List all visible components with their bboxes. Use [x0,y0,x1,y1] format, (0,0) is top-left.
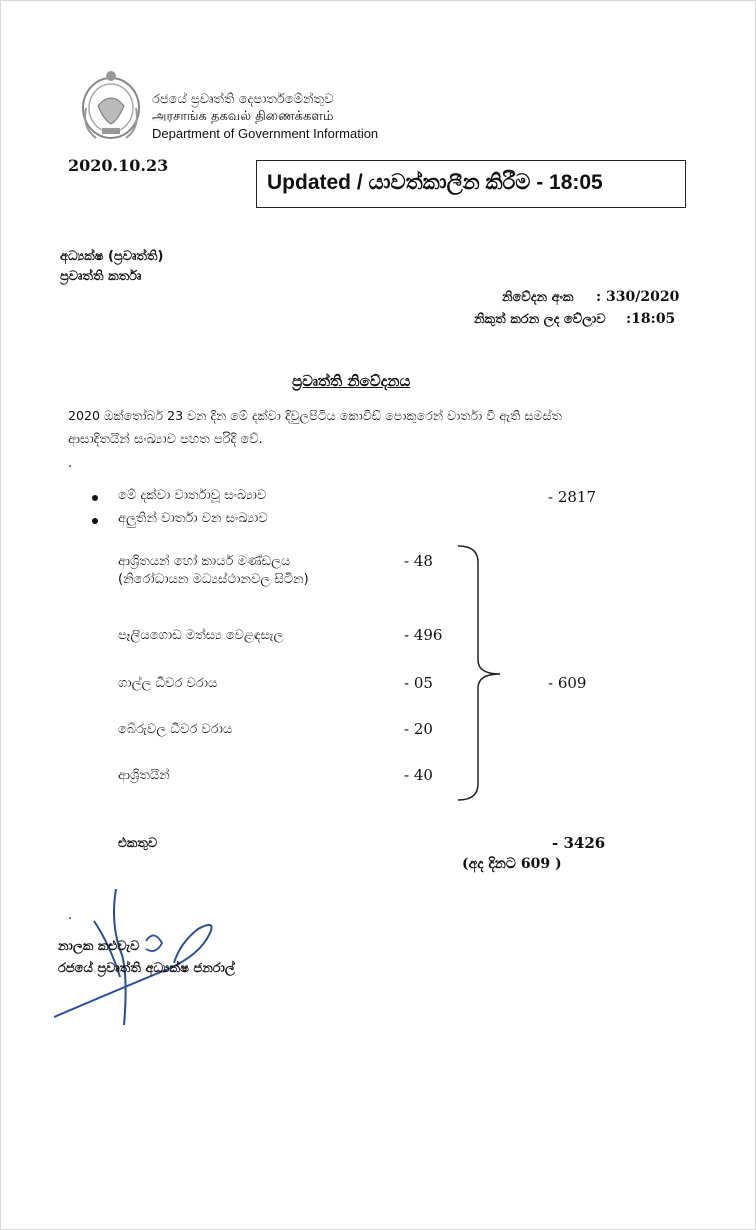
release-number-value: : 330/2020 [596,289,680,305]
recipient-line-1: අධ්‍යක්ෂ (ප්‍රවෘත්ති) [60,249,164,264]
breakdown-value-contacts-staff: - 48 [404,552,433,570]
bullet-reported-value: - 2817 [548,488,597,506]
breakdown-label-beruwala-harbour: බේරුවල ධීවර වරාය [118,722,233,737]
release-time-label: නිකුත් කරන ලද වේලාව [474,312,606,327]
breakdown-total-value: - 609 [548,674,587,692]
signature-icon [50,885,225,1030]
breakdown-value-galle-harbour: - 05 [404,674,433,692]
bullet-new-label: අලුතින් වාර්තා වන සංඛ්‍යාව [118,511,268,526]
intro-line-1: 2020 ඔක්තෝබර් 23 වන දින මේ දක්වා දිවුලපිටිය කොවිඩ් පොකුරෙන් වාර්තා වී ඇති සමස්ත [68,408,562,423]
sri-lanka-emblem-icon [78,68,144,144]
intro-line-2: ආසාදිතයින් සංඛ්‍යාව පහත පරිදි වේ. [68,432,263,447]
document-heading: ප්‍රවෘත්ති නිවේදනය [292,372,411,390]
breakdown-value-contacts: - 40 [404,766,433,784]
bullet-icon [92,495,98,501]
recipient-line-2: ප්‍රවෘත්ති කර්තෘ [60,269,142,284]
total-label: එකතුව [118,836,158,851]
breakdown-label-contacts-staff: ආශ්‍රිතයන් හෝ කාර්ය මණ්ඩලය [118,554,291,569]
updated-banner-text: Updated / යාවත්කාලීන කිරීම - 18:05 [267,171,603,194]
breakdown-label-fish-market: පෑලියගොඩ මත්ස්‍ය වෙළඳසැල [118,628,284,643]
breakdown-value-beruwala-harbour: - 20 [404,720,433,738]
breakdown-label-galle-harbour: ගාල්ල ධීවර වරාය [118,676,218,691]
release-number-label: නිවේදන අංක [502,290,574,305]
signatory-title: රජයේ ප්‍රවෘත්ති අධ්‍යක්ෂ ජනරාල් [58,961,235,976]
letterhead-sinhala: රජයේ ප්‍රවෘත්ති දෙපාර්තමේන්තුව [152,92,334,107]
bullet-icon [92,518,98,524]
stray-dot: . [68,908,73,923]
breakdown-value-fish-market: - 496 [404,626,443,644]
bullet-reported-label: මේ දක්වා වාර්තාවූ සංඛ්‍යාව [118,488,267,503]
total-today-note: (අද දිනට 609 ) [462,856,562,872]
stray-dot: . [68,456,73,471]
signatory-name: නාලක කළුවැව [58,939,140,954]
breakdown-label-contacts: ආශ්‍රිතයින් [118,768,170,783]
breakdown-sublabel-quarantine: (නිරෝධායන මධ්‍යස්ථානවල සිටින) [118,572,309,587]
brace-icon [452,544,508,802]
updated-banner [256,160,686,208]
total-value: - 3426 [552,834,606,852]
letterhead-english: Department of Government Information [152,126,379,141]
release-time-value: :18:05 [626,311,676,327]
letterhead-tamil: அரசாங்க தகவல் திணைக்களம் [152,109,334,124]
release-date: 2020.10.23 [68,156,169,175]
